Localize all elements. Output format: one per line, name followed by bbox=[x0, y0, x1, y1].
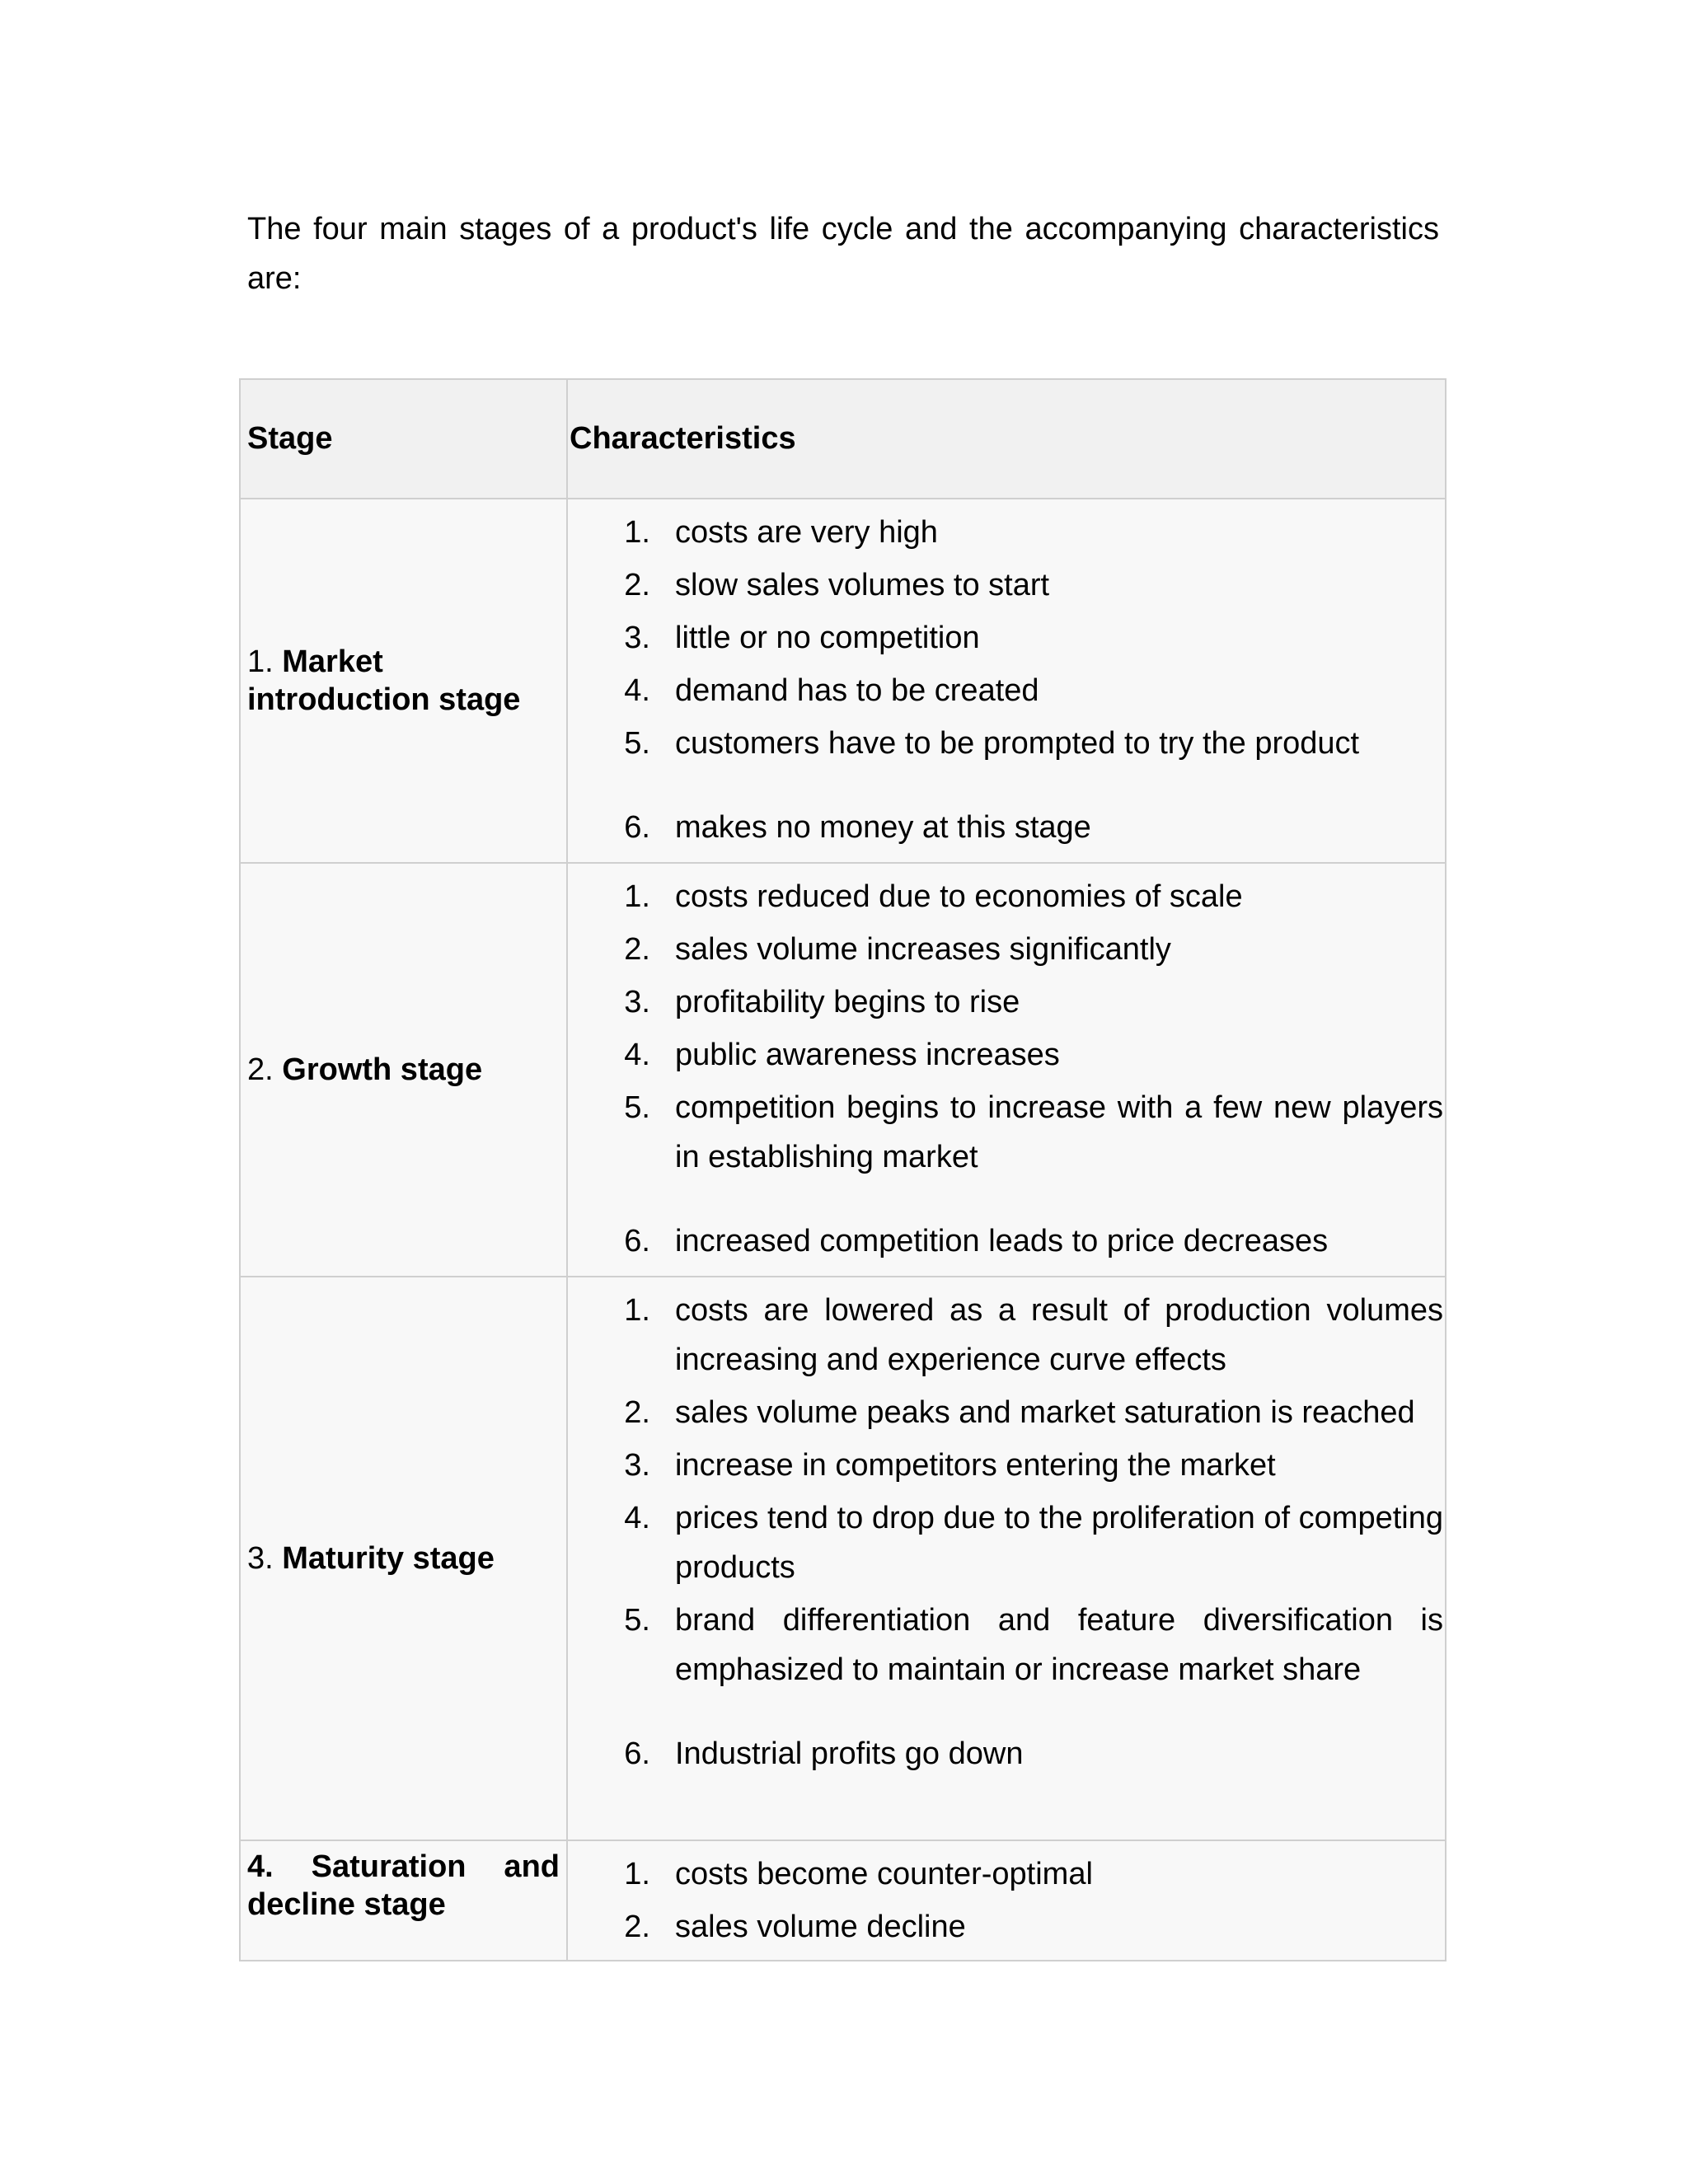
item-number: 1. bbox=[624, 515, 650, 550]
list-item bbox=[568, 719, 1445, 768]
header-characteristics: Characteristics bbox=[567, 379, 1446, 499]
item-text: costs become counter-optimal bbox=[675, 1857, 1093, 1891]
item-text: profitability begins to rise bbox=[675, 985, 1020, 1019]
item-number: 3. bbox=[624, 621, 650, 655]
item-text: Industrial profits go down bbox=[675, 1736, 1024, 1771]
list-item bbox=[568, 803, 1445, 852]
characteristics-cell bbox=[567, 499, 1446, 863]
list-item bbox=[568, 1441, 1445, 1490]
item-text: increase in competitors entering the market bbox=[675, 1448, 1276, 1483]
item-text: sales volume decline bbox=[675, 1910, 966, 1944]
item-number: 5. bbox=[624, 1603, 650, 1638]
list-item bbox=[568, 666, 1445, 715]
item-text: sales volume peaks and market saturation is reached bbox=[675, 1395, 1415, 1430]
list-item bbox=[568, 977, 1445, 1027]
item-text: competition begins to increase with a few new players in establishing market bbox=[675, 1090, 1443, 1174]
table-header-row bbox=[240, 379, 1446, 499]
stage-cell bbox=[240, 863, 567, 1277]
item-text: customers have to be prompted to try the product bbox=[675, 726, 1360, 761]
characteristics-cell bbox=[567, 863, 1446, 1277]
stage-cell bbox=[240, 1840, 567, 1961]
intro-paragraph: The four main stages of a product's life cycle and the accompanying characteristics are: bbox=[247, 212, 1439, 296]
item-number: 3. bbox=[624, 1448, 650, 1483]
stage-number: 2. bbox=[247, 1052, 274, 1087]
item-number: 1. bbox=[624, 1293, 650, 1328]
item-text: makes no money at this stage bbox=[675, 810, 1091, 845]
item-text: public awareness increases bbox=[675, 1038, 1060, 1072]
list-item bbox=[568, 613, 1445, 663]
stage-cell bbox=[240, 1277, 567, 1840]
stage-number: 3. bbox=[247, 1541, 274, 1576]
stage-name: Growth stage bbox=[282, 1052, 483, 1087]
table-row bbox=[240, 499, 1446, 863]
list-item bbox=[568, 872, 1445, 921]
list-item bbox=[568, 560, 1445, 610]
characteristics-list bbox=[568, 499, 1445, 860]
item-number: 4. bbox=[624, 1038, 650, 1072]
characteristics-list bbox=[568, 1841, 1445, 1960]
list-item bbox=[568, 1286, 1445, 1385]
item-text: sales volume increases significantly bbox=[675, 932, 1171, 967]
list-item bbox=[568, 1849, 1445, 1899]
item-number: 4. bbox=[624, 673, 650, 708]
stage-number: 1. bbox=[247, 644, 274, 679]
list-item bbox=[568, 1902, 1445, 1952]
list-item bbox=[568, 1030, 1445, 1080]
list-item bbox=[568, 1729, 1445, 1779]
list-item bbox=[568, 1596, 1445, 1694]
item-number: 5. bbox=[624, 726, 650, 761]
list-item bbox=[568, 1083, 1445, 1182]
header-stage: Stage bbox=[240, 379, 567, 499]
item-number: 6. bbox=[624, 810, 650, 845]
characteristics-cell bbox=[567, 1277, 1446, 1840]
item-text: demand has to be created bbox=[675, 673, 1039, 708]
item-text: increased competition leads to price decreases bbox=[675, 1224, 1329, 1258]
list-item bbox=[568, 1216, 1445, 1266]
table-row bbox=[240, 863, 1446, 1277]
list-item bbox=[568, 508, 1445, 557]
characteristics-list bbox=[568, 864, 1445, 1274]
item-number: 1. bbox=[624, 1857, 650, 1891]
characteristics-cell bbox=[567, 1840, 1446, 1961]
item-text: prices tend to drop due to the proliferation of competing products bbox=[675, 1501, 1443, 1585]
table-row bbox=[240, 1840, 1446, 1961]
item-text: costs are lowered as a result of production volumes increasing and experience curve effects bbox=[675, 1293, 1443, 1377]
stage-name: Maturity stage bbox=[282, 1541, 495, 1576]
stage-cell bbox=[240, 499, 567, 863]
item-number: 2. bbox=[624, 932, 650, 967]
characteristics-list bbox=[568, 1277, 1445, 1787]
item-number: 2. bbox=[624, 568, 650, 602]
list-item bbox=[568, 1388, 1445, 1437]
item-number: 1. bbox=[624, 879, 650, 914]
list-item bbox=[568, 1493, 1445, 1592]
item-text: little or no competition bbox=[675, 621, 980, 655]
item-number: 4. bbox=[624, 1501, 650, 1535]
stage-name: 4. Saturation and decline stage bbox=[247, 1849, 560, 1922]
item-number: 2. bbox=[624, 1910, 650, 1944]
list-item bbox=[568, 925, 1445, 974]
lifecycle-table bbox=[239, 378, 1447, 1961]
table-row bbox=[240, 1277, 1446, 1840]
item-number: 5. bbox=[624, 1090, 650, 1125]
item-number: 2. bbox=[624, 1395, 650, 1430]
item-number: 6. bbox=[624, 1736, 650, 1771]
item-number: 3. bbox=[624, 985, 650, 1019]
stage-name: Market introduction stage bbox=[247, 644, 521, 717]
item-text: brand differentiation and feature diversification is emphasized to maintain or increase market share bbox=[675, 1603, 1443, 1687]
item-text: slow sales volumes to start bbox=[675, 568, 1050, 602]
item-number: 6. bbox=[624, 1224, 650, 1258]
item-text: costs are very high bbox=[675, 515, 938, 550]
item-text: costs reduced due to economies of scale bbox=[675, 879, 1243, 914]
